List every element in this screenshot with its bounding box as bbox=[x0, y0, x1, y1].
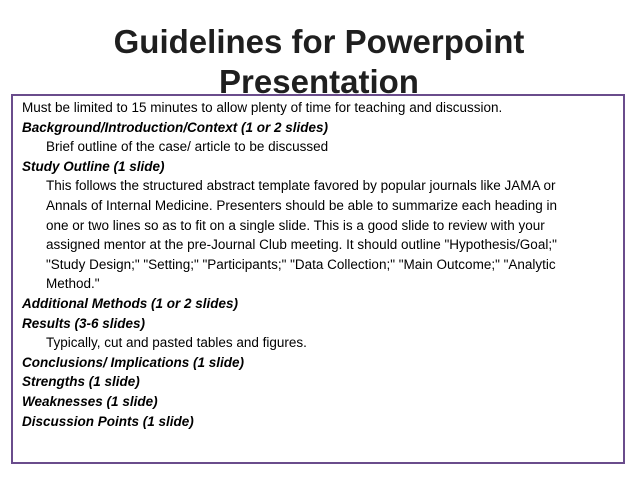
section-line: assigned mentor at the pre-Journal Club meeting. It should outline "Hypothesis/Goal;" bbox=[46, 237, 557, 253]
section-line: Method." bbox=[46, 276, 100, 292]
section-heading-background: Background/Introduction/Context (1 or 2 slides) bbox=[22, 119, 329, 135]
section-heading-results: Results (3-6 slides) bbox=[22, 315, 146, 331]
section-heading-weaknesses: Weaknesses (1 slide) bbox=[22, 393, 158, 409]
section-line: This follows the structured abstract template favored by popular journals like JAMA or bbox=[46, 178, 556, 194]
section-heading-additional-methods: Additional Methods (1 or 2 slides) bbox=[22, 295, 239, 311]
section-heading-study-outline: Study Outline (1 slide) bbox=[22, 158, 165, 174]
section-heading-conclusions: Conclusions/ Implications (1 slide) bbox=[22, 354, 245, 370]
slide-title-line-1: Guidelines for Powerpoint bbox=[113, 23, 525, 60]
section-heading-discussion-points: Discussion Points (1 slide) bbox=[22, 413, 194, 429]
slide-title bbox=[0, 22, 638, 102]
intro-text: Must be limited to 15 minutes to allow plenty of time for teaching and discussion. bbox=[22, 100, 503, 115]
slide-title-line-2: Presentation bbox=[219, 63, 419, 100]
section-heading-strengths: Strengths (1 slide) bbox=[22, 374, 140, 390]
section-line: "Study Design;" "Setting;" "Participants;" "Data Collection;" "Main Outcome;" "Analytic bbox=[46, 256, 556, 272]
section-line: Annals of Internal Medicine. Presenters should be able to summarize each heading in bbox=[46, 197, 558, 213]
content-body bbox=[22, 98, 622, 431]
section-line: Brief outline of the case/ article to be discussed bbox=[46, 139, 329, 155]
section-line: Typically, cut and pasted tables and figures. bbox=[46, 335, 307, 351]
section-line: one or two lines so as to fit on a single slide. This is a good slide to review with your bbox=[46, 217, 545, 233]
